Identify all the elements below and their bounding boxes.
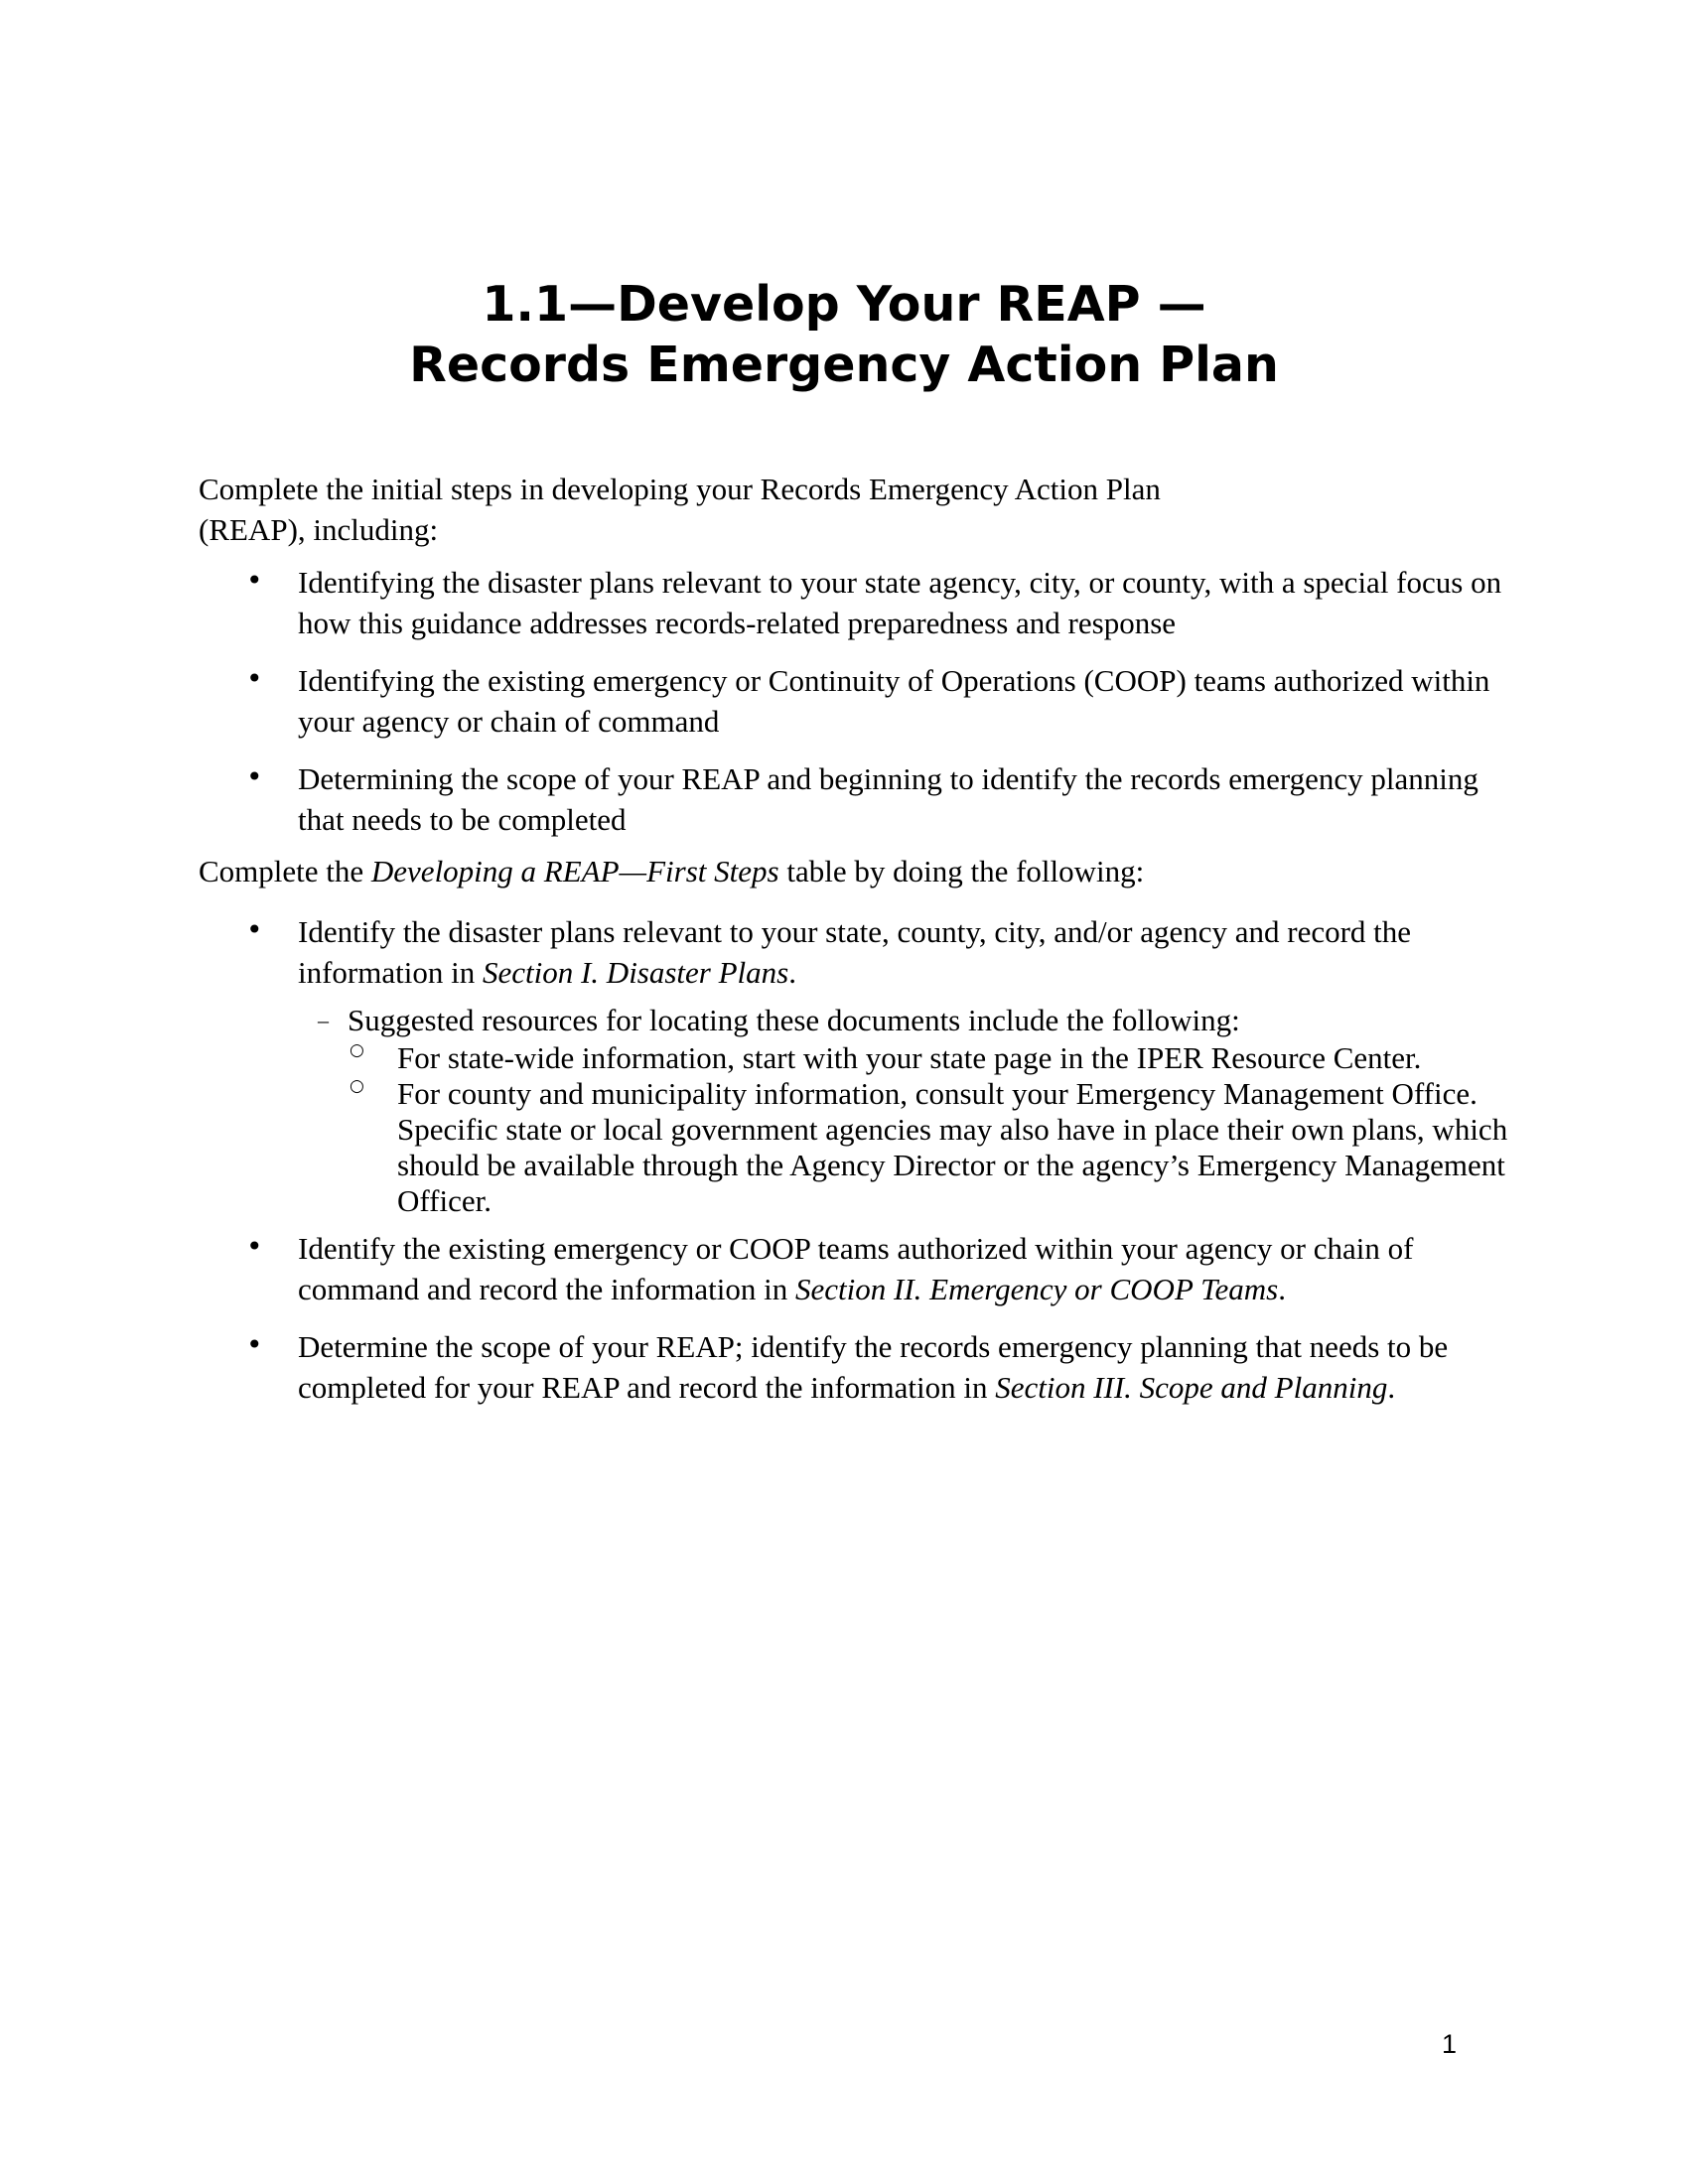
- intro-bullet-item: • Identifying the disaster plans relevant to your state agency, city, or county, with a special focus on how this guidance addresses records-related preparedness and response: [199, 562, 1509, 643]
- resources-text: Suggested resources for locating these documents include the following:: [348, 1003, 1240, 1037]
- step-item-scope-planning: [199, 1326, 1509, 1408]
- dash-marker: –: [318, 1008, 329, 1032]
- title-line-1: 1.1—Develop Your REAP —: [482, 276, 1206, 333]
- resources-subitem: [298, 1002, 1509, 1219]
- step-text: Determine the scope of your REAP; identify the records emergency planning that needs to be completed for your REAP and record the information in: [298, 1329, 1449, 1405]
- step-text: Identify the disaster plans relevant to your state, county, city, and/or agency and record the information in: [298, 914, 1412, 990]
- intro-bullet-item: • Identifying the existing emergency or Continuity of Operations (COOP) teams authorized within your agency or chain of command: [199, 660, 1509, 742]
- step-punctuation: .: [788, 955, 796, 990]
- intro-bullet-list: [199, 562, 1509, 840]
- table-name: Developing a REAP—First Steps: [370, 854, 779, 888]
- step-text: Identify the existing emergency or COOP teams authorized within your agency or chain of command and record the information in: [298, 1231, 1414, 1306]
- table-instructions-lead: Complete the: [199, 854, 371, 888]
- resources-list: [348, 1040, 1509, 1219]
- intro-line-1: Complete the initial steps in developing your Records Emergency Action Plan: [199, 472, 1161, 506]
- intro-bullet-item: • Determining the scope of your REAP and beginning to identify the records emergency planning that needs to be completed: [199, 758, 1509, 840]
- section-reference: Section III. Scope and Planning: [995, 1370, 1388, 1405]
- table-instructions: [199, 851, 1509, 891]
- page-number: 1: [1442, 2029, 1458, 2059]
- steps-bullet-list: [199, 911, 1509, 1408]
- section-reference: Section I. Disaster Plans: [482, 955, 789, 990]
- page-title: [0, 274, 1688, 395]
- step-punctuation: .: [1278, 1272, 1286, 1306]
- step-item-disaster-plans: [199, 911, 1509, 1219]
- title-line-2: Records Emergency Action Plan: [409, 337, 1279, 393]
- step-punctuation: .: [1387, 1370, 1396, 1405]
- section-reference: Section II. Emergency or COOP Teams: [795, 1272, 1279, 1306]
- resource-item: ○ For state-wide information, start with your state page in the IPER Resource Center.: [348, 1040, 1509, 1076]
- resource-item: ○ For county and municipality information, consult your Emergency Management Office. Specific state or local government agencies may also have in place their own plans, which should be available through the Agency Director or the agency’s Emergency Management Officer.: [348, 1076, 1509, 1219]
- document-body: [199, 469, 1509, 1425]
- step-item-coop-teams: [199, 1228, 1509, 1309]
- intro-paragraph: [199, 469, 1509, 550]
- intro-line-2: (REAP), including:: [199, 512, 439, 547]
- table-instructions-tail: table by doing the following:: [778, 854, 1145, 888]
